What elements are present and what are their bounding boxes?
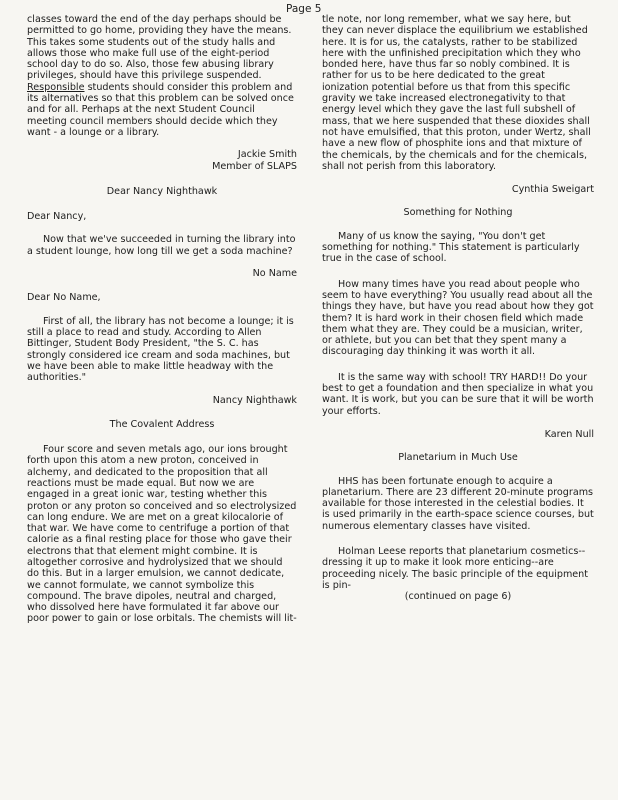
paragraph: How many times have you read about people who seem to have everything? You usually read about all the things they have, but have you read about how they got them? It is hard work in their chosen field which made them what they are. They could be a musician, writer, or athlete, but you can bet that they spent many a discouraging day thinking it was worth it all. (322, 278, 594, 358)
paragraph: Now that we've succeeded in turning the library into a student lounge, how long till we get a soda machine? (27, 234, 296, 257)
salutation: Dear Nancy, (27, 211, 87, 223)
signature: Jackie Smith (237, 149, 297, 161)
signature: Karen Null (544, 428, 594, 440)
paragraph: Holman Leese reports that planetarium cosmetics--dressing it up to make it look more enticing--are proceeding nicely. The basic principle of the equipment is pin- (322, 545, 589, 591)
section-heading: Planetarium in Much Use (398, 452, 518, 464)
left-column (27, 14, 297, 625)
paragraph: Many of us know the saying, "You don't get something for nothing." This statement is particularly true in the case of school. (322, 230, 580, 265)
section-heading: The Covalent Address (109, 418, 215, 430)
signature: Nancy Nighthawk (212, 395, 297, 407)
paragraph: First of all, the library has not become a lounge; it is still a place to read and study. According to Allen Bittinger, Student Body President, "the S. C. has strongly considered ice cream and soda machines, but we have been able to make little headway with the authorities." (27, 315, 294, 384)
section-heading: Something for Nothing (403, 207, 513, 219)
section-heading: Dear Nancy Nighthawk (106, 185, 218, 197)
page-number: Page 5 (286, 3, 322, 15)
signature: Cynthia Sweigart (511, 184, 594, 196)
signature-title: Member of SLAPS (212, 160, 297, 172)
paragraph: tle note, nor long remember, what we say here, but they can never displace the equilibrium we established here. It is for us, the catalysts, rather to be stabilized here with the unfinished precipitation which they who bonded here, have thus far so nobly combined. It is rather for us to be here dedicated to the great ionization potential before us that from this specific gravity we take increased electronegativity to that energy level which they gave the last full subshell of mass, that we here suspended that these dioxides shall not have emulsified, that this proton, under Wertz, shall have a new flow of phosphite ions and that mixture of the chemicals, by the chemicals and for the chemicals, shall not perish from this laboratory. (322, 14, 591, 172)
paragraph: Four score and seven metals ago, our ions brought forth upon this atom a new proton, conceived in alchemy, and dedicated to the proposition that all reactions must be made equal. But now we are engaged in a great ionic war, testing whether this proton or any proton so conceived and so electrolysized can long endure. We are met on a great kilocalorie of that war. We have come to centrifuge a portion of that calorie as a final resting place for those who gave their electrons that that element might combine. It is altogether corrosive and hydrolysized that we should do this. But in a larger emulsion, we cannot dedicate, we cannot formulate, we cannot symbolize this compound. The brave dipoles, neutral and charged, who dissolved here have formulated it far above our poor power to gain or lose orbitals. The chemists will lit- (27, 444, 297, 625)
salutation: Dear No Name, (27, 292, 101, 304)
paragraph: HHS has been fortunate enough to acquire a planetarium. There are 23 different 20-minute programs available for those interested in the celestial bodies. It is used primarily in the earth-space science courses, but numerous elementary classes have visited. (322, 475, 594, 532)
continued-note: (continued on page 6) (404, 591, 512, 603)
underlined-word: Responsible (27, 81, 85, 93)
signature: No Name (252, 268, 297, 280)
paragraph: classes toward the end of the day perhaps should be permitted to go home, providing they have the means. This takes some students out of the study halls and allows those who make full use of the eight-period school day to do so. Also, those few abusing library privileges, should have this privilege suspended. Responsible students should consider this problem and its alternatives so that this problem can be solved once and for all. Perhaps at the next Student Council meeting council members should decide which they want - a lounge or a library. (27, 14, 294, 138)
right-column (322, 14, 594, 602)
paragraph: It is the same way with school! TRY HARD!! Do your best to get a foundation and then specialize in what you want. It is work, but you can be sure that it will be worth your efforts. (322, 371, 594, 417)
